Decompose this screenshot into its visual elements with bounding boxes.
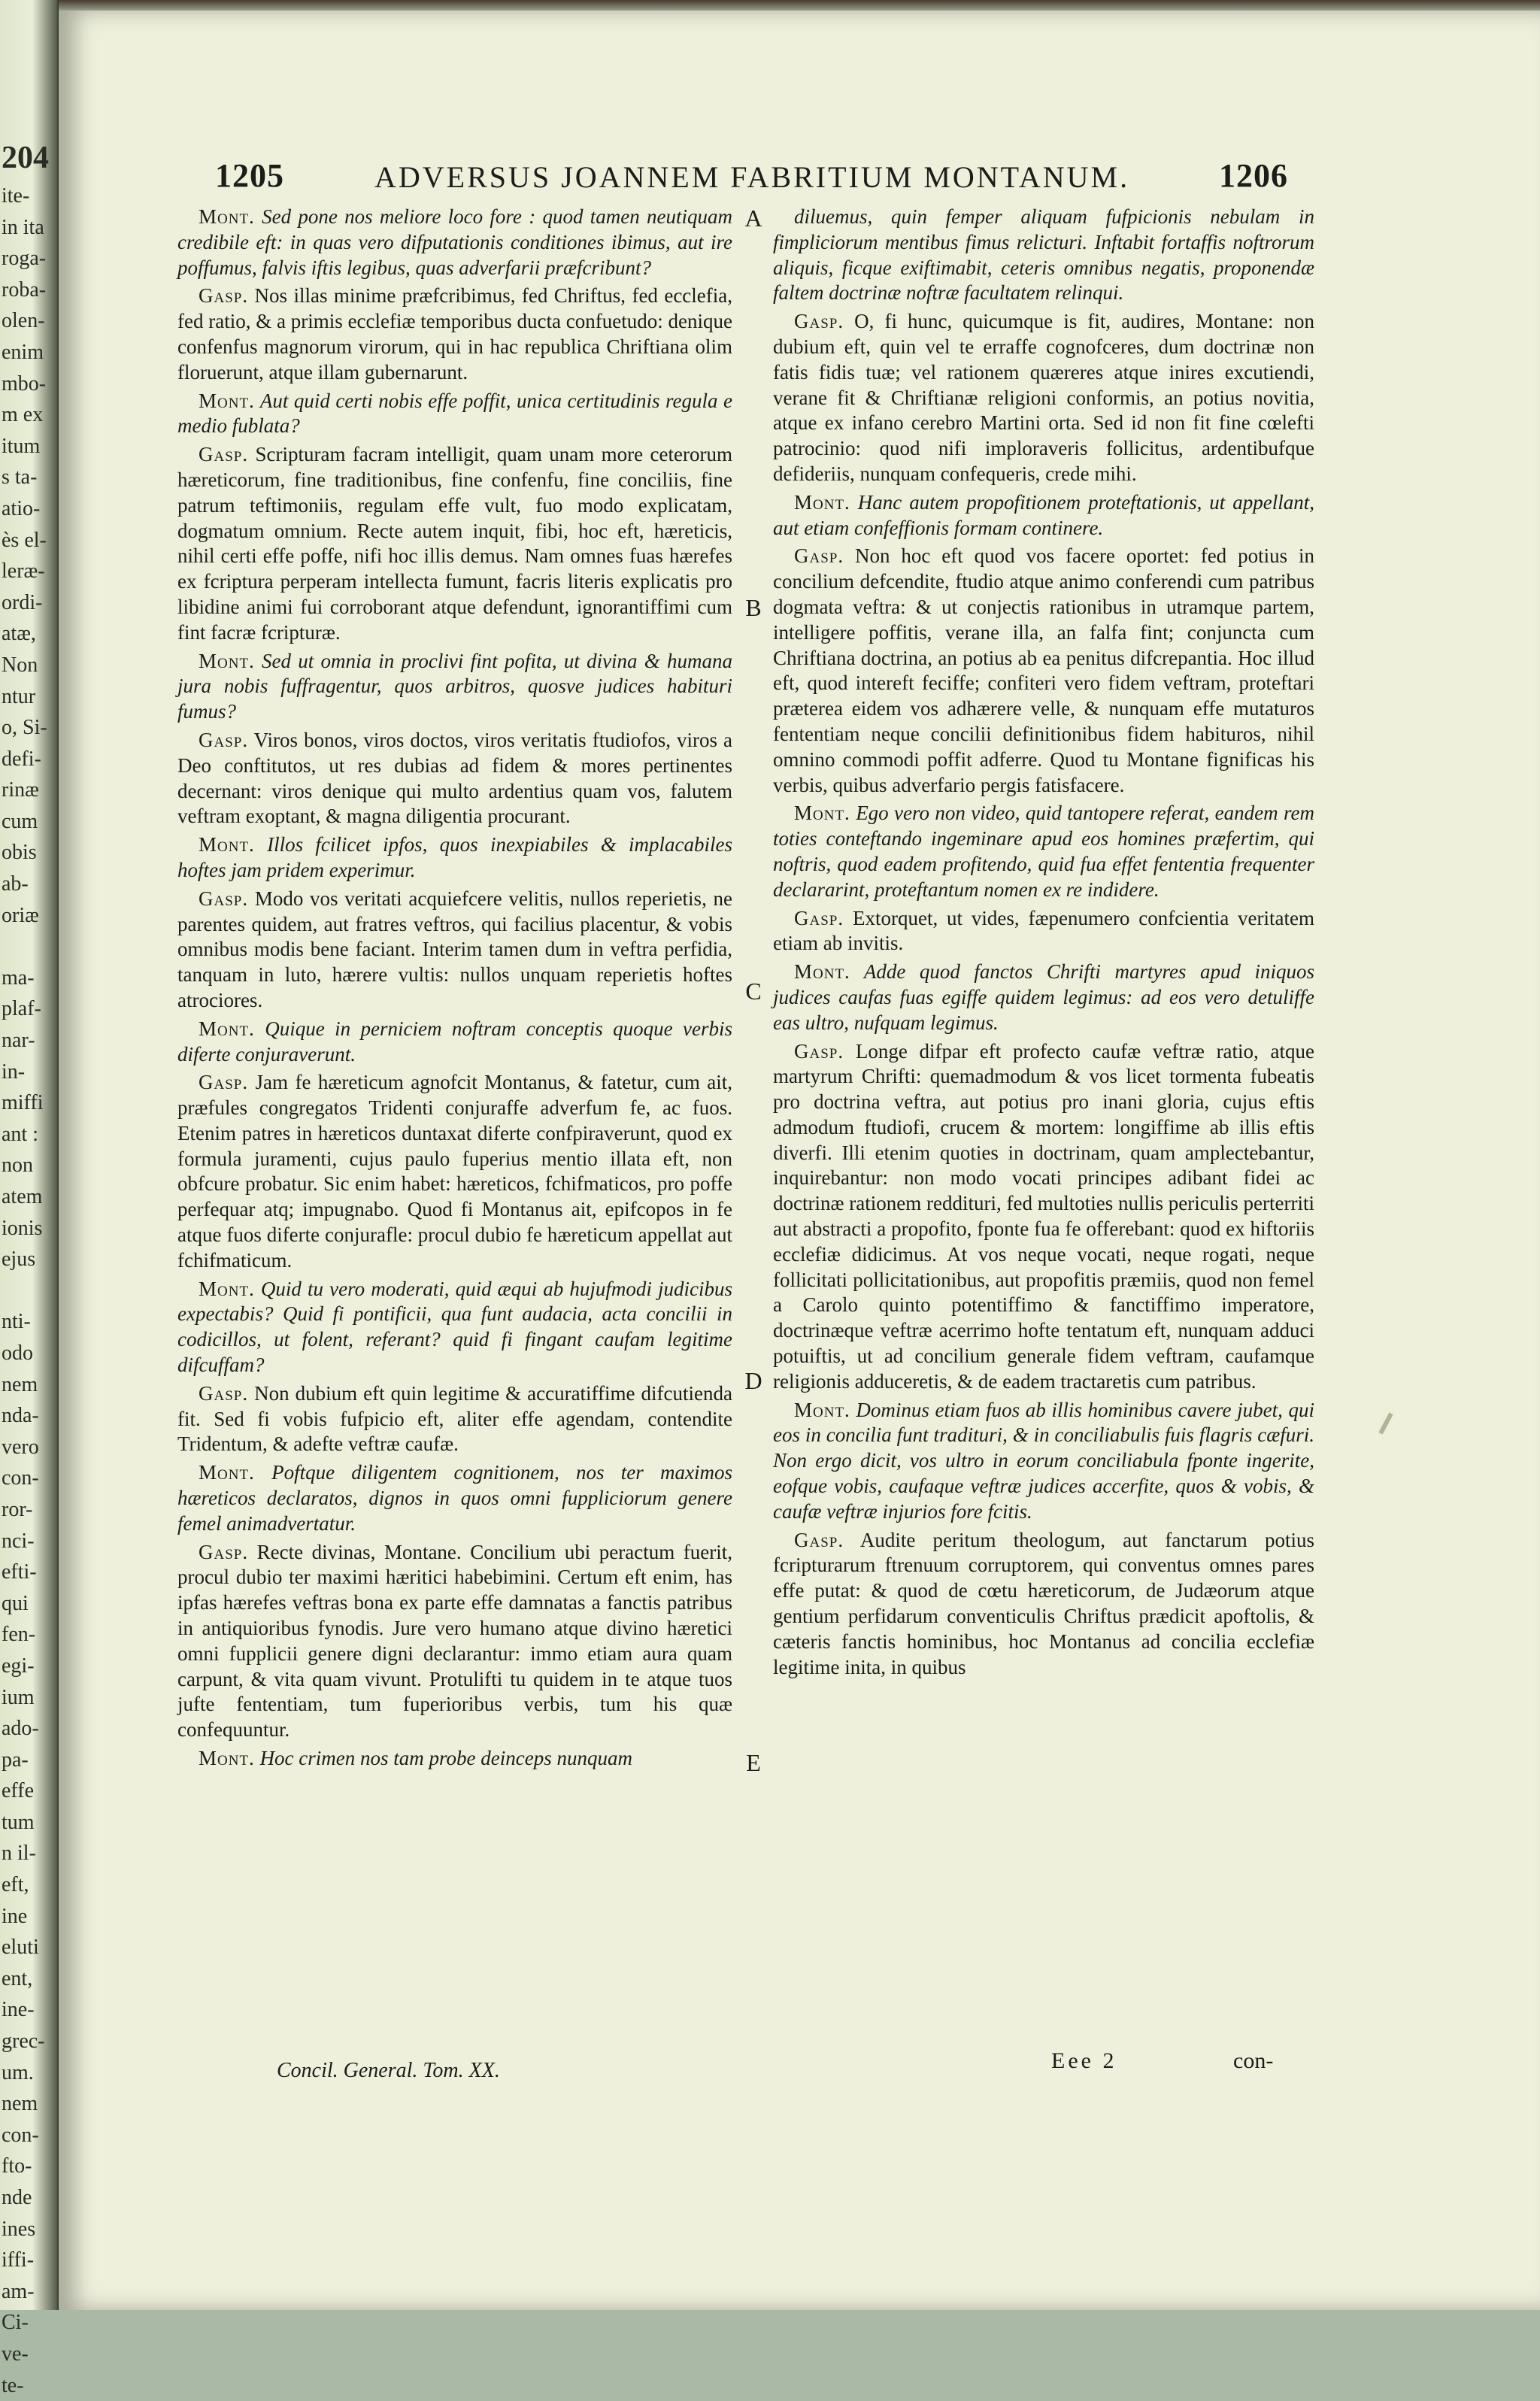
facing-page-fragment: ado- (2, 1717, 39, 1741)
speaker-label: Mont. (794, 960, 850, 984)
facing-page-fragment: fen- (2, 1623, 36, 1647)
footer-volume: Concil. General. Tom. XX. (277, 2059, 500, 2082)
paragraph-text: Viros bonos, viros doctos, viros veritatis ftudiofos, viros a Deo conftitutos, ut res dubias ad fidem & mores pertinentes decernant: viros denique qui multo ardentius quam vos, falutem veftram exoptant, & magna diligentia procurant. (177, 728, 732, 828)
paragraph-text: Non hoc eft quod vos facere oportet: fed potius in concilium defcendite, ftudio atque animo conferendi cum patribus dogmata veftra: & ut conjectis rationibus in utramque partem, intelligere poffitis, verane illa, an falfa fint; conjuncta cum Chriftiana doctrina, an potius ab ea penitus difcrepantia. Hoc illud eft, quod intereft feciffe; confiteri vero fidem veftram, proteftari præterea eidem vos adhærere velle, & nunquam effe mutaturos fententiam neque concilii definitionibus fidem habituros, nihil omnino commodi poffit adferre. Quod tu Montane fignificas his verbis, quibus adverfario pergis fatisfacere. (773, 544, 1314, 796)
facing-page-fragment: ma- (2, 966, 35, 990)
right_column-paragraph (773, 309, 1314, 487)
facing-page-fragment: n il- (2, 1842, 36, 1866)
section-marker-c: C (745, 978, 762, 1005)
facing-page-fragment: ium (2, 1685, 35, 1709)
facing-page-fragment: oriæ (2, 903, 39, 927)
page-number-right: 1206 (1219, 157, 1288, 194)
right_column-paragraph (773, 205, 1314, 306)
left_column-paragraph (177, 1381, 732, 1457)
paragraph-text: Quid tu vero moderati, quid æqui ab hujufmodi judicibus expectabis? Quid fi pontificii, qua funt audacia, acta concilii in codicillos, ut folent, referant? quid fi fingant caufam legitime difcuffam? (177, 1277, 732, 1377)
facing-page-fragment: pa- (2, 1748, 29, 1772)
facing-page-fragment: ines (2, 2217, 36, 2241)
facing-page-fragment: qui (2, 1591, 29, 1615)
speaker-label: Gasp. (199, 443, 249, 466)
speaker-label: Mont. (199, 1277, 255, 1300)
speaker-label: Gasp. (794, 1039, 844, 1063)
facing-page-fragment: m ex (2, 403, 44, 427)
facing-page-fragment (2, 1275, 54, 1307)
facing-page-fragment: roga- (2, 247, 47, 271)
right_column-paragraph (773, 1398, 1314, 1525)
speaker-label: Mont. (199, 833, 255, 856)
facing-page-fragment: ant : (2, 1122, 38, 1146)
paragraph-text: Aut quid certi nobis effe poffit, unica certitudinis regula e medio fublata? (177, 389, 732, 438)
section-marker-e: E (746, 1749, 761, 1776)
right_column-paragraph (773, 1039, 1314, 1395)
paragraph-text: Modo vos veritati acquiefcere velitis, nullos reperietis, ne parentes quidem, aut fratres veftros, qui facilius placentur, & vobis omnibus modis bene faciant. Interim tamen dum in veftra perfidia, tanquam in luto, hærere vultis: nullos unquam reperietis hoftes atrociores. (177, 887, 732, 1011)
facing-page-fragment: grec- (2, 2030, 45, 2054)
speaker-label: Gasp. (794, 544, 844, 568)
paragraph-text: Hanc autem propofitionem proteftationis, ut appellant, aut etiam confeffionis formam continere. (773, 490, 1314, 539)
speaker-label: Gasp. (199, 1381, 249, 1405)
facing-page-fragment: nda- (2, 1404, 39, 1428)
facing-page-fragment: itum (2, 434, 41, 458)
section-marker-d: D (744, 1367, 762, 1394)
right_column-paragraph (773, 801, 1314, 902)
paragraph-text: Nos illas minime præfcribimus, fed Chriftus, fed ecclefia, fed ratio, & a primis ecclefiæ temporibus ducta confuetudo: denique confenfus magnorum virorum, qui in hac republica Chriftiana olim floruerunt, atque illam gubernarunt. (177, 284, 733, 383)
facing-page-fragment: ordi- (2, 590, 43, 614)
paragraph-text: Non dubium eft quin legitime & accuratiffime difcutienda fit. Sed fi vobis fufpicio eft, aliter effe agendam, contendite Tridentum, & adefte veftræ caufæ. (177, 1381, 732, 1456)
facing-page-fragment: con- (2, 2123, 39, 2147)
facing-page-fragment: con- (2, 1466, 39, 1490)
facing-page-fragment: nti- (2, 1310, 31, 1334)
left_column-paragraph (177, 1017, 732, 1068)
paragraph-text: Extorquet, ut vides, fæpenumero confcientia veritatem etiam ab invitis. (773, 906, 1315, 955)
left_column-paragraph (177, 1070, 732, 1273)
paragraph-text: Audite peritum theologum, aut fanctarum potius fcripturarum ftrenuum corruptorem, qui conventus omnes pares effe putat: & quod de cœtu hæreticorum, de Judæorum atque gentium perfidarum conventiculis Chriftus prædicit apoftolis, & cæteris fanctis hominibus, hoc Montanus ad concilia ecclefiæ legitime inita, in quibus (773, 1528, 1314, 1678)
facing-page-fragment: cum (2, 809, 38, 833)
facing-page-fragment: 204 (2, 141, 49, 175)
facing-page-fragment: ine- (2, 1998, 35, 2022)
facing-page-fragment: leræ- (2, 559, 45, 584)
speaker-label: Mont. (199, 649, 255, 672)
right-column (773, 205, 1314, 1683)
facing-page-fragment: in ita (2, 215, 44, 239)
speaker-label: Gasp. (199, 728, 249, 751)
facing-page-fragment: enim (2, 340, 44, 364)
facing-page-fragment: ite- (2, 184, 30, 208)
facing-page-fragment: Ci- (2, 2311, 29, 2335)
facing-page-fragment: roba- (2, 277, 47, 302)
left_column-paragraph (177, 832, 732, 884)
facing-page-edge (0, 0, 59, 2397)
left_column-paragraph (177, 442, 732, 645)
left_column-paragraph (177, 1746, 732, 1772)
left-column (177, 205, 732, 1775)
facing-page-fragment: um. (2, 2060, 34, 2084)
facing-page-fragment: ent, (2, 1966, 33, 1990)
facing-page-text (2, 135, 54, 2401)
facing-page-fragment: atæ, (2, 622, 36, 646)
facing-page-fragment: odo (2, 1341, 33, 1365)
facing-page-fragment: ve- (2, 2342, 29, 2366)
right_column-paragraph (773, 959, 1314, 1035)
paragraph-text: O, fi hunc, quicumque is fit, audires, Montane: non dubium eft, quin vel te erraffe cognofceres, dum doctrinæ non fatis fidis tuæ; vel rationem quæreres atque inires excutiendi, verane fit & Chriftianæ religioni conformis, an potius novitia, atque ex infano cerebro Martini orta. Sed id non fit fine cœlefti patrocinio: quod nifi imploraveris follicitus, ardentibufque defideriis, nunquam confequeris, crede mihi. (773, 310, 1314, 485)
left_column-paragraph (177, 728, 732, 829)
left_column-paragraph (177, 887, 732, 1014)
facing-page-fragment: atem (2, 1185, 43, 1208)
paragraph-text: Hoc crimen nos tam probe deinceps nunquam (259, 1747, 632, 1770)
facing-page-fragment: ab- (2, 872, 29, 896)
speaker-label: Gasp. (794, 310, 844, 333)
speaker-label: Mont. (199, 1017, 255, 1040)
facing-page-fragment: iffi- (2, 2248, 35, 2272)
section-marker-a: A (744, 205, 762, 232)
speaker-label: Gasp. (794, 1528, 844, 1551)
left_column-paragraph (177, 283, 732, 385)
facing-page-fragment: nem (2, 2092, 38, 2116)
speaker-label: Mont. (794, 1398, 850, 1421)
paragraph-text: Sed ut omnia in proclivi fint pofita, ut divina & humana jura nobis fuffragentur, quos arbitros, quosve judices habituri fumus? (177, 649, 733, 723)
running-title: ADVERSUS JOANNEM FABRITIUM MONTANUM. (374, 160, 1130, 194)
paragraph-text: Recte divinas, Montane. Concilium ubi peractum fuerit, procul dubio ter maximi hæritici habebimini. Certum eft enim, has ipfas hærefes veftras bona ex parte effe damnatas a fanctis patribus in antiquioribus fynodis. Jure vero humano atque divino hæretici omni fupplicii genere digni declarantur: immo etiam aura quam carpunt, & vita quam vivunt. Protuliftі tu quidem in te atque tuos jufte fententiam, tum fuperioribus verbis, tum his quæ confequuntur. (177, 1540, 732, 1742)
right_column-paragraph (773, 906, 1314, 957)
left_column-paragraph (177, 1460, 732, 1536)
facing-page-fragment: plaf- (2, 997, 41, 1021)
paragraph-text: diluemus, quin femper aliquam fufpicionis nebulam in fimpliciorum mentibus fimus relicturi. Inftabit fortaffis noftrorum aliquis, ficque exiftimabit, ceteris omnibus negatis, proponendæ faltem doctrinæ noftræ facultatem relinqui. (773, 205, 1314, 305)
facing-page-fragment: in- (2, 1060, 26, 1084)
left_column-paragraph (177, 389, 732, 440)
facing-page-fragment: ionis (2, 1216, 43, 1240)
paragraph-text: Illos fcilicet ipfos, quos inexpiabiles & implacabiles hoftes jam pridem experimur. (177, 833, 732, 881)
speaker-label: Gasp. (794, 906, 844, 929)
paragraph-text: Longe difpar eft profecto caufæ veftræ ratio, atque martyrum Chrifti: quemadmodum & vos licet tormenta fubeatis pro doctrina veftra, aut potius pro inani gloria, cujus eftis admodum ftudiofi, crucem & mortem: longiffime ab illis eftis diverfi. Illi etenim quoties in doctrinam, quam amplectebantur, inquirebantur: non modo vocati principes adibant fidei ac doctrinæ rationem redditurі, fed multoties nullis periculis perterriti aut abstracti a propofito, fponte fua fe offerebant: quod ex hiftoriis ecclefiæ didicimus. At vos neque vocati, neque rogati, neque follicitati pollicitationibus, aut propofitis præmiis, quod non femel a Carolo quinto potentiffimo & fanctiffimo imperatore, doctrinæque veftræ acerrimo hofte tentatum eft, nunquam adduci potuiftis, ut ad concilium generale fidem veftram, caufamque religionis adduceretis, & de eadem tractaretis cum patribus. (773, 1039, 1314, 1393)
facing-page-fragment: ror- (2, 1497, 33, 1521)
facing-page-fragment: fto- (2, 2154, 32, 2178)
facing-page-fragment: eluti (2, 1936, 39, 1960)
speaker-label: Mont. (199, 389, 255, 412)
left_column-paragraph (177, 649, 732, 725)
paragraph-text: Quique in perniciem noftram conceptis quoque verbis diferte conjuraverunt. (177, 1017, 733, 1066)
facing-page-fragment: nem (2, 1372, 38, 1396)
paragraph-text: Scripturam facram intelligit, quam unam more ceterorum hæreticorum, fine traditionibus, fine confenfu, fine conciliis, fine patrum teftimoniis, regulam effe vult, fuo modo explicatam, dogmatum omnium. Recte autem inquit, fibi, hoc eft, hæreticis, nihil certi effe poffe, nifi hoc illis demus. Nam omnes fuas hærefes ex fcriptura perperam intellecta fumunt, facris literis explicatis pro libidine animi fui corroborant atque defendunt, ignorantiffimi cum fint facræ fcripturæ. (177, 443, 732, 644)
facing-page-fragment: rinæ (2, 778, 39, 802)
facing-page-fragment: non (2, 1154, 33, 1178)
facing-page-fragment: miffi (2, 1091, 44, 1115)
left_column-paragraph (177, 205, 732, 280)
facing-page-fragment: o, Si- (2, 716, 47, 740)
speaker-label: Mont. (794, 802, 850, 825)
right_column-paragraph (773, 1528, 1314, 1681)
footer-signature: Eee 2 (1051, 2048, 1117, 2073)
speaker-label: Mont. (199, 1461, 255, 1484)
facing-page-fragment: ès el- (2, 528, 47, 552)
facing-page-fragment: Non (2, 653, 38, 677)
facing-page-fragment: efti- (2, 1560, 37, 1584)
facing-page-fragment: am- (2, 2279, 35, 2303)
facing-page-fragment: olen- (2, 309, 45, 333)
facing-page-fragment (2, 931, 54, 963)
speaker-label: Mont. (199, 1747, 255, 1770)
facing-page-fragment: eft, (2, 1873, 29, 1897)
facing-page-fragment: atio- (2, 496, 41, 520)
facing-page-fragment: te- (2, 2373, 24, 2397)
page-number-left: 1205 (215, 157, 284, 194)
paragraph-text: Poftque diligentem cognitionem, nos ter maximos hæreticos declaratos, dignos in quos omni fuppliciorum genere femel animadvertatur. (177, 1461, 733, 1535)
facing-page-fragment: nar- (2, 1029, 35, 1053)
facing-page-fragment: nci- (2, 1529, 35, 1553)
left_column-paragraph (177, 1540, 732, 1743)
facing-page-fragment: mbo- (2, 371, 47, 396)
facing-page-fragment: ntur (2, 684, 36, 708)
facing-page-fragment: s ta- (2, 465, 38, 490)
speaker-label: Gasp. (199, 284, 249, 308)
facing-page-fragment: ejus (2, 1247, 36, 1272)
footer-catchword: con- (1233, 2048, 1274, 2073)
facing-page-fragment: effe (2, 1779, 34, 1803)
paragraph-text: Dominus etiam fuos ab illis hominibus cavere jubet, qui eos in concilia funt tradituri, & in conciliabulis fuis flagris cæfuri. Non ergo dicit, vos ultro in eorum conciliabula fponte ingerite, eofque vobis, caufaque veftræ judices accerfite, quos & vobis, & caufæ veftræ injurios fore fcitis. (773, 1398, 1314, 1523)
paragraph-text: Ego vero non video, quid tantopere referat, eandem rem toties conteftando ingeminare apud eos homines præfertim, qui noftris, quod eadem profitendo, quid fua effet fententia frequenter declararint, proteftantum nomen ex re indidere. (773, 802, 1314, 901)
section-marker-b: B (745, 594, 762, 621)
facing-page-fragment: obis (2, 841, 37, 865)
facing-page-fragment: defi- (2, 747, 41, 771)
facing-page-fragment: vero (2, 1435, 39, 1459)
facing-page-fragment: nde (2, 2186, 32, 2209)
speaker-label: Gasp. (199, 1071, 249, 1094)
right_column-paragraph (773, 490, 1314, 541)
speaker-label: Gasp. (199, 1540, 249, 1563)
facing-page-fragment: tum (2, 1810, 35, 1834)
paragraph-text: Sed pone nos meliore loco fore : quod tamen neutiquam credibile eft: in quas vero difputationis conditiones ibimus, aut ire poffumus, falvis iftis legibus, quas adverfarii præfcribunt? (177, 205, 732, 279)
right_column-paragraph (773, 544, 1314, 798)
speaker-label: Mont. (794, 490, 850, 514)
left_column-paragraph (177, 1277, 732, 1378)
paragraph-text: Adde quod fanctos Chrifti martyres apud iniquos judices caufas fuas egiffe quidem legimus: ad eos vero detuliffe eas ultro, nufquam legimus. (773, 960, 1314, 1034)
speaker-label: Gasp. (199, 887, 249, 910)
paragraph-text: Jam fe hæreticum agnofcit Montanus, & fatetur, cum ait, præfules congregatos Tridenti conjuraffe adverfum fe, ac fuos. Etenim patres in hæreticos duntaxat diferte confpiraverunt, quod ex formula juramenti, cujus paulo fuperius mentio illata eft, non obfcure probatur. Sic enim habet: hæreticos, fchifmaticos, pro poffe perfequar atq; impugnabo. Quod fi Montanus ait, epifcopos in fe atque fuos diferte conjurafle: procul dubio fe hæreticum appellat aut fchifmaticum. (177, 1071, 733, 1272)
facing-page-fragment: egi- (2, 1654, 35, 1678)
running-header (179, 156, 1288, 202)
facing-page-fragment: ine (2, 1904, 28, 1928)
speaker-label: Mont. (199, 205, 255, 228)
